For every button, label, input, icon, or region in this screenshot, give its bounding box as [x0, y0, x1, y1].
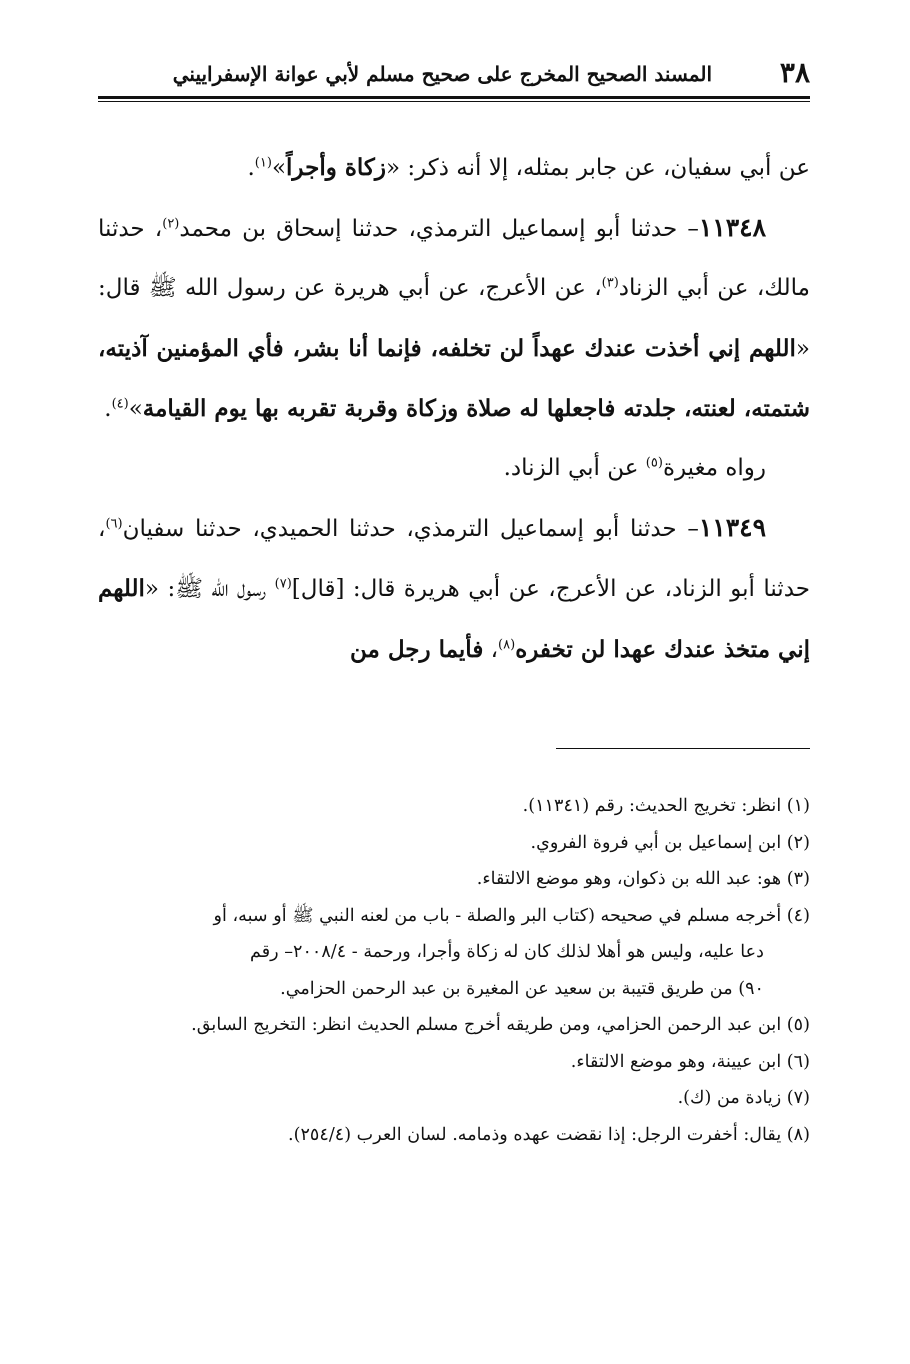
hadith-11349: ١١٣٤٩– حدثنا أبو إسماعيل الترمذي، حدثنا الحميدي، حدثنا سفيان$^{(٦)}$، حدثنا أبو الزناد، عن الأعرج، عن أبي هريرة قال: [قال]$^{(٧)}$ رسول الله ﷺ: «اللهم إني متخذ عندك عهدا لن تخفره$^{(٨)}$، فأيما رجل من [98, 513, 810, 663]
page-number: ٣٨ [779, 56, 810, 89]
hadith-text-continued: فأيما رجل من [350, 635, 484, 663]
footnote-4-cont: دعا عليه، وليس هو أهلا لذلك كان له زكاة وأجرا، ورحمة - ٢٠٠٨/٤– رقم [249, 942, 764, 962]
main-text [98, 138, 810, 680]
footnote-ref-5: (٥) [645, 455, 663, 471]
page-header [98, 52, 810, 94]
footnote-ref-6: (٦) [105, 516, 123, 532]
footnote-4-cont: ٩٠) من طريق قتيبة بن سعيد عن المغيرة بن عبد الرحمن الحزامي. [280, 978, 764, 999]
footnote-3: (٣) هو: عبد الله بن ذكوان، وهو موضع الالتقاء. [476, 869, 810, 889]
footnote-ref-7: (٧) [274, 576, 292, 592]
footnote-5: (٥) ابن عبد الرحمن الحزامي، ومن طريقه أخرج مسلم الحديث انظر: التخريج السابق. [191, 1015, 810, 1035]
footnote-ref-1: (١) [254, 155, 272, 171]
hadith-number: ١١٣٤٨ [698, 213, 766, 243]
footnote-ref-2: (٢) [162, 216, 180, 232]
book-page [98, 52, 810, 1342]
bold-phrase: زكاة وأجراً [286, 154, 386, 181]
footnotes [98, 788, 810, 1153]
footnote-8: (٨) يقال: أخفرت الرجل: إذا نقضت عهده وذمامه. لسان العرب (٢٥٤/٤). [288, 1124, 810, 1145]
running-title: المسند الصحيح المخرج على صحيح مسلم لأبي عوانة الإسفراييني [172, 62, 712, 86]
hadith-text: اللهم إني متخذ عندك عهدا لن تخفره [98, 575, 810, 663]
footnote-ref-4: (٤) [111, 396, 129, 412]
narration-note: رواه مغيرة$^{(٥)}$ عن أبي الزناد. [503, 455, 766, 482]
paragraph-continuation: عن أبي سفيان، عن جابر بمثله، إلا أنه ذكر: «زكاة وأجراً»$^{(١)}$. [247, 154, 810, 181]
footnote-separator [556, 748, 810, 749]
footnote-6: (٦) ابن عيينة، وهو موضع الالتقاء. [570, 1051, 810, 1072]
footnote-ref-3: (٣) [601, 275, 619, 291]
header-rule [98, 96, 810, 99]
header-rule-thin [98, 101, 810, 102]
footnote-7: (٧) زيادة من (ك). [677, 1088, 810, 1108]
hadith-text: اللهم إني أخذت عندك عهداً لن تخلفه، فإنما أنا بشر، فأي المؤمنين آذيته، شتمته، لعنته، جلدته فاجعلها له صلاة وزكاة وقربة تقربه بها يوم القيامة [98, 334, 810, 422]
footnote-ref-8: (٨) [498, 636, 516, 652]
footnote-1: (١) انظر: تخريج الحديث: رقم (١١٣٤١). [522, 796, 810, 816]
footnote-4: (٤) أخرجه مسلم في صحيحه (كتاب البر والصلة - باب من لعنه النبي ﷺ أو سبه، أو [213, 905, 810, 926]
hadith-number: ١١٣٤٩ [698, 513, 766, 543]
footnote-2: (٢) ابن إسماعيل بن أبي فروة الفروي. [530, 832, 810, 853]
hadith-11348: ١١٣٤٨– حدثنا أبو إسماعيل الترمذي، حدثنا إسحاق بن محمد$^{(٢)}$، حدثنا مالك، عن أبي الزناد$^{(٣)}$، عن الأعرج، عن أبي هريرة عن رسول الله ﷺ قال: «اللهم إني أخذت عندك عهداً لن تخلفه، فإنما أنا بشر، فأي المؤمنين آذيته، شتمته، لعنته، جلدته فاجعلها له صلاة وزكاة وقربة تقربه بها يوم القيامة»$^{(٤)}$. [98, 213, 811, 422]
